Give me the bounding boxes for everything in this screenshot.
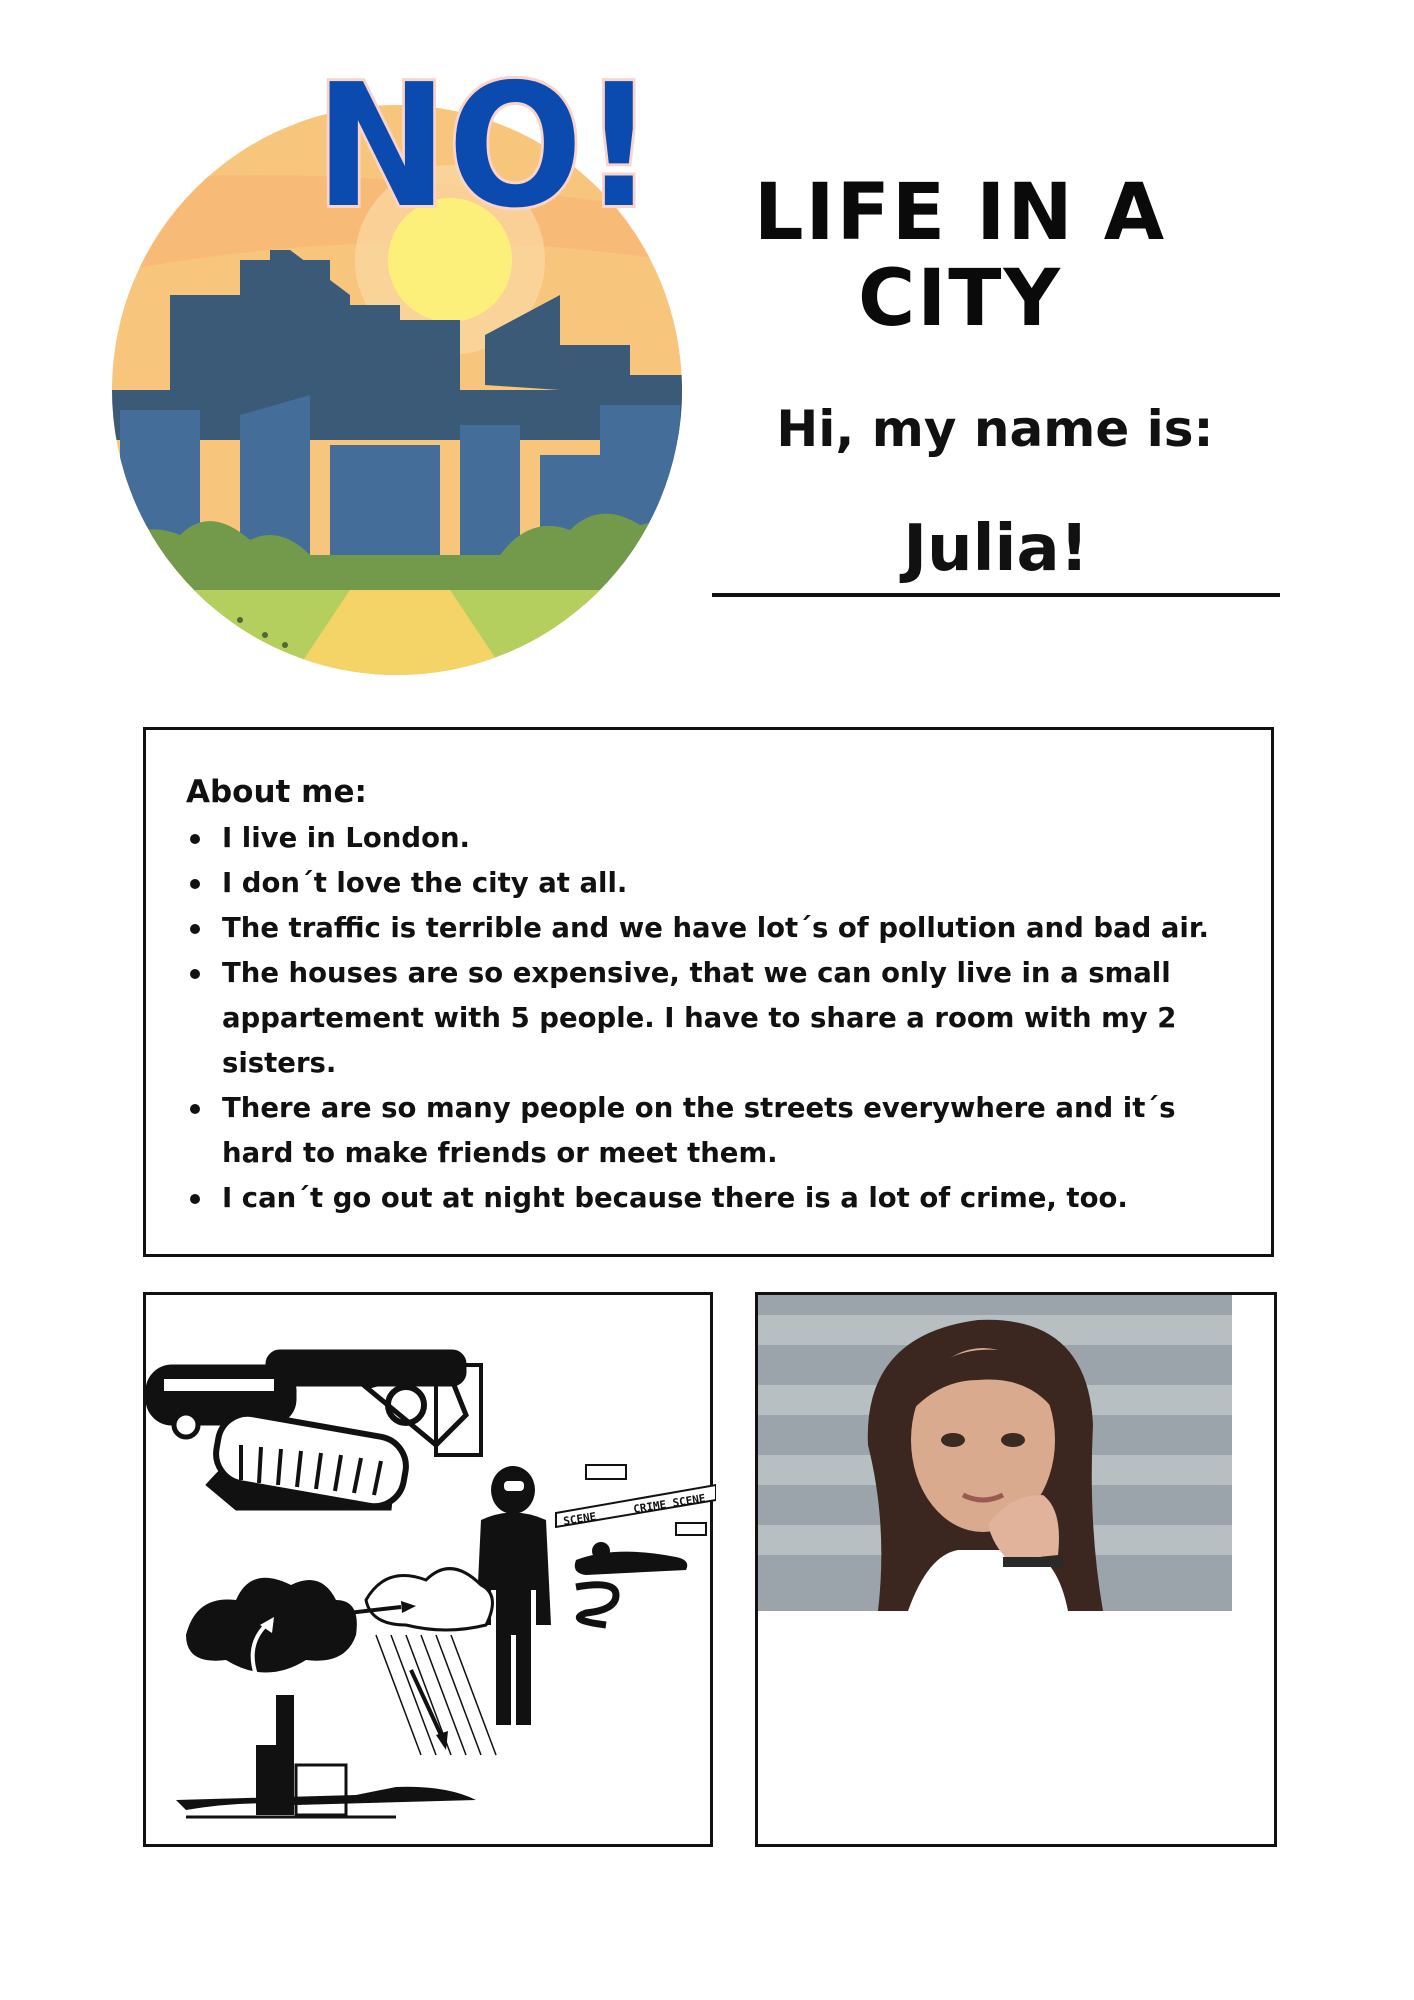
girl-portrait-icon bbox=[758, 1295, 1232, 1611]
list-item: I can´t go out at night because there is a lot of crime, too. bbox=[186, 1176, 1236, 1221]
photo-panel bbox=[755, 1292, 1277, 1847]
about-list bbox=[186, 816, 1236, 1221]
city-problems-illustration bbox=[143, 1292, 713, 1847]
page-title bbox=[690, 170, 1230, 342]
crime-scene-icon bbox=[556, 1465, 716, 1625]
tape-label-1: SCENE bbox=[562, 1509, 598, 1528]
name-underline bbox=[712, 593, 1280, 597]
list-item: The traffic is terrible and we have lot´s of pollution and bad air. bbox=[186, 906, 1236, 951]
about-me-box bbox=[143, 727, 1274, 1257]
city-logo bbox=[100, 45, 700, 695]
list-item: I don´t love the city at all. bbox=[186, 861, 1236, 906]
logo-text: NO! bbox=[315, 48, 655, 246]
title-line-1: LIFE IN A bbox=[753, 168, 1167, 258]
list-item: There are so many people on the streets everywhere and it´s hard to make friends or meet them. bbox=[186, 1086, 1236, 1176]
traffic-jam-icon bbox=[146, 1350, 481, 1511]
factory-pollution-icon bbox=[176, 1569, 496, 1817]
list-item: I live in London. bbox=[186, 816, 1236, 861]
list-item: The houses are so expensive, that we can only live in a small appartement with 5 people. I have to share a room with my 2 sisters. bbox=[186, 951, 1236, 1086]
name-value: Julia! bbox=[903, 512, 1089, 586]
title-line-2: CITY bbox=[858, 254, 1062, 344]
tape-label-2: CRIME SCENE bbox=[632, 1491, 707, 1516]
about-heading: About me: bbox=[186, 774, 367, 810]
greeting-label: Hi, my name is: bbox=[776, 400, 1214, 458]
